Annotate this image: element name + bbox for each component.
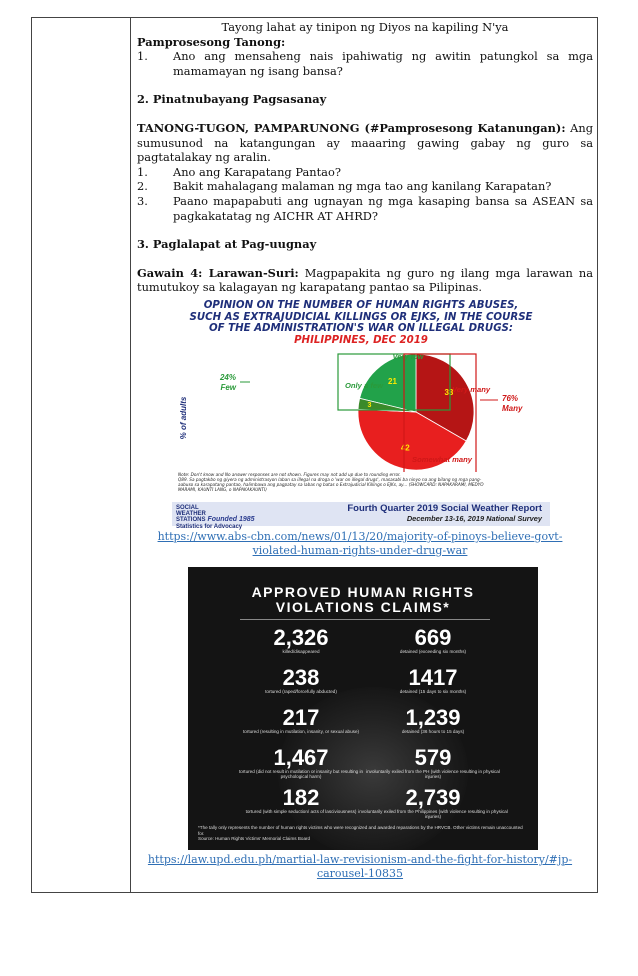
chart-note	[178, 472, 544, 492]
question-item	[137, 165, 593, 180]
slice-value-label: 3	[367, 402, 372, 410]
title-divider	[240, 619, 490, 620]
pamprosesong-heading: Pamprosesong Tanong:	[137, 34, 286, 49]
report-dates: December 13-16, 2019 National Survey	[406, 514, 542, 523]
few-group-label: Few	[220, 383, 236, 392]
abs-cbn-link[interactable]: https://www.abs-cbn.com/news/01/13/20/majority-of-pinoys-believe-govt- violated-human-rights-under-drug-war	[157, 530, 563, 557]
stat-item: 2,326 killed/disappeared	[273, 625, 329, 654]
gawain-text: Magpapakita ng guro ng ilang mga larawan na tumutukoy sa kalagayan ng karapatang pantao sa Pilipinas.	[137, 265, 593, 295]
slice-category-label: Somewhat many	[412, 455, 472, 464]
question-item	[137, 194, 593, 223]
many-group-value: 76%	[502, 394, 519, 403]
item-text: Ano ang mensaheng nais ipahiwatig ng awitin patungkol sa mga mamamayan ng isang bansa?	[173, 49, 593, 78]
gawain-label: Gawain 4: Larawan-Suri:	[137, 265, 299, 280]
infographic-title: APPROVED HUMAN RIGHTS VIOLATIONS CLAIMS*	[251, 584, 475, 615]
tanong-tugon-label: TANONG-TUGON, PAMPARUNONG (#Pamprosesong Katanungan):	[137, 120, 566, 135]
many-group-label: Many	[502, 404, 523, 413]
slice-category-label: Very many	[452, 385, 491, 394]
chart-note-line: Q89. Sa pagtakbo ng giyera ng administrasyon laban sa illegal na droga o 'war on illegal drugs', masasabi ba ninyo na ang bilang ng mga pang-	[178, 477, 482, 482]
song-line: Tayong lahat ay tinipon ng Diyos na kapiling N'ya	[221, 20, 509, 34]
pie-chart	[172, 296, 550, 472]
chart-title-line: OPINION ON THE NUMBER OF HUMAN RIGHTS ABUSES,	[203, 300, 519, 311]
gawain-paragraph	[137, 266, 593, 295]
section-3-heading: 3. Paglalapat at Pag-uugnay	[137, 237, 317, 252]
few-group-value: 24%	[219, 373, 236, 382]
stat-item: 2,739 involuntarily exiled from the Philippines (with violence resulting in physical injuries)	[358, 785, 508, 820]
stat-item: 217 tortured (resulting in mutilation, insanity, or sexual abuse)	[242, 705, 360, 734]
slice-value-label: 21	[388, 377, 397, 387]
section-2-heading: 2. Pinatnubayang Pagsasanay	[137, 92, 327, 107]
chart-note-line: MARAMI, KAUNTI LANG, o NAPAKAKAUNTI)	[178, 487, 267, 492]
column-divider	[130, 18, 131, 892]
chart-footer	[172, 502, 550, 530]
question-text: Bakit mahalagang malaman ng mga tao ang kanilang Karapatan?	[173, 179, 552, 194]
question-text: Paano mapapabuti ang ugnayan ng mga kasaping bansa sa ASEAN sa pagkakatatag ng AICHR AT AHRD?	[173, 193, 593, 223]
lesson-content	[137, 20, 593, 295]
item-number: 1.	[137, 49, 148, 64]
question-item	[137, 179, 593, 194]
law-upd-link[interactable]: https://law.upd.edu.ph/martial-law-revisionism-and-the-fight-for-history/#jp- carousel-10835	[147, 853, 573, 880]
chart-title-line: OF THE ADMINISTRATION'S WAR ON ILLEGAL DRUGS:	[209, 323, 513, 335]
question-number: 2.	[137, 179, 148, 194]
pamprosesong-item	[137, 49, 593, 78]
slice-category-label: Very few	[392, 352, 424, 361]
infographic-footnote: *The tally only represents the number of human rights victims who were recognized and awarded reparations by the HRVCB. Other victims remain unaccounted for. Source: Human Rights Victims' Memorial Claims Board	[198, 825, 523, 842]
stat-item: 1,239 detained (36 hours to 15 days)	[401, 705, 465, 734]
tanong-tugon-text: Ang sumusunod na katangungan ay maaaring gawing gabay ng guro sa pagtatalakay ng aralin.	[137, 120, 593, 165]
question-number: 3.	[137, 193, 148, 208]
y-axis-label: % of adults	[179, 396, 188, 440]
tanong-tugon-paragraph	[137, 121, 593, 165]
stat-item: 669 detained (exceeding six months)	[399, 625, 467, 654]
chart-subtitle: PHILIPPINES, DEC 2019	[294, 334, 428, 346]
chart-note-line: Note: Don't know and No answer responses are not shown. Figures may not add up due to rounding error.	[178, 472, 401, 477]
stat-item: 1,467 tortured (did not result in mutilation or insanity but resulting in psychological harm)	[238, 745, 364, 780]
slice-value-label: 33	[444, 388, 454, 398]
stat-item: 238 tortured (raped/forcefully abducted)	[265, 665, 337, 694]
chart-note-line: aabuso sa karapatang pantao, halimbawa ang pagpatay sa labas ng batas o Extrajudicial Killings o EJKs, ay... (SHOWCARD: NAPAKARAMI, MEDYO	[178, 482, 484, 487]
question-number: 1.	[137, 164, 148, 179]
human-rights-infographic	[188, 567, 538, 850]
sws-logo: SOCIAL WEATHER STATIONS Founded 1985 Statistics for Advocacy	[176, 505, 255, 530]
chart-title-line: SUCH AS EXTRAJUDICIAL KILLINGS OR EJKS, IN THE COURSE	[189, 311, 533, 323]
slice-value-label: 42	[400, 443, 410, 453]
stat-item: 182 tortured (with simple seduction/ acts of lasciviousness)	[245, 785, 357, 814]
slice-category-label: Only a few	[345, 381, 383, 390]
report-title: Fourth Quarter 2019 Social Weather Report	[347, 503, 542, 514]
stat-item: 1417 detained (15 days to six months)	[399, 665, 467, 694]
stat-item: 579 involuntarily exiled from the PH (with violence resulting in physical injuries)	[366, 745, 500, 780]
report-label	[347, 504, 542, 524]
sws-chart-image	[172, 296, 550, 529]
question-text: Ano ang Karapatang Pantao?	[173, 164, 341, 179]
